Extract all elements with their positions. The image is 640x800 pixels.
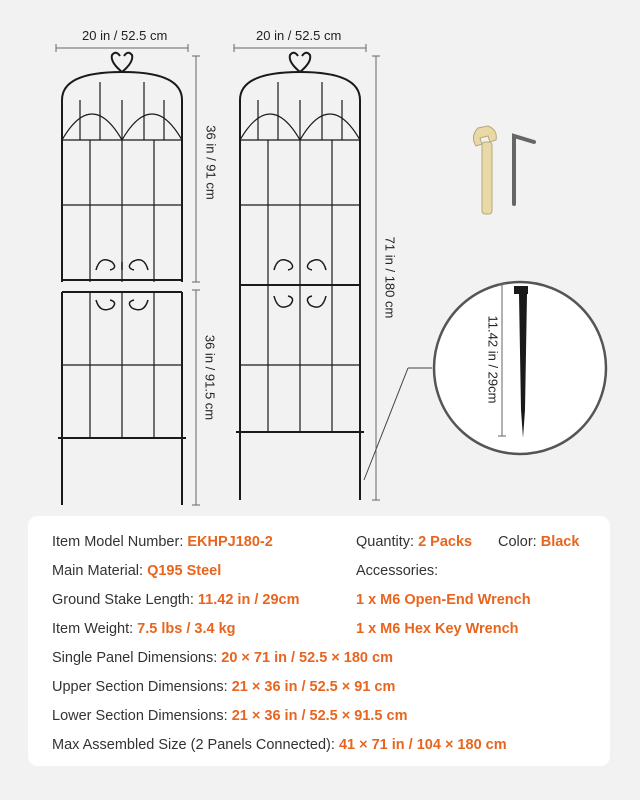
model-number-row xyxy=(52,534,273,550)
single-panel-value: 20 × 71 in / 52.5 × 180 cm xyxy=(221,650,393,666)
open-end-wrench-icon xyxy=(473,126,496,214)
accessories-label: Accessories: xyxy=(356,563,439,579)
lower-section-row xyxy=(52,708,407,724)
stake-length-spec-label: Ground Stake Length: xyxy=(52,592,194,608)
stake-length-label: 11.42 in / 29cm xyxy=(485,315,501,404)
accessory-2-text: 1 x M6 Hex Key Wrench xyxy=(356,621,519,637)
lower-section-value: 21 × 36 in / 52.5 × 91.5 cm xyxy=(231,708,408,724)
trellis-right-panel xyxy=(236,53,364,500)
upper-section-row xyxy=(52,679,395,695)
single-panel-label: Single Panel Dimensions: xyxy=(52,650,218,666)
max-assembled-value: 41 × 71 in / 104 × 180 cm xyxy=(338,737,507,753)
weight-value: 7.5 lbs / 3.4 kg xyxy=(137,621,236,637)
trellis-left-panel xyxy=(58,53,186,505)
upper-section-value: 21 × 36 in / 52.5 × 91 cm xyxy=(231,679,396,695)
hex-key-wrench-icon xyxy=(514,136,534,204)
model-number-value: EKHPJ180-2 xyxy=(187,534,273,550)
color-value: Black xyxy=(540,534,580,550)
single-panel-row xyxy=(52,650,393,666)
upper-section-label: Upper Section Dimensions: xyxy=(52,679,228,695)
model-number-label: Item Model Number: xyxy=(52,534,184,550)
lower-section-label: Lower Section Dimensions: xyxy=(52,708,228,724)
upper-height-label: 36 in / 91 cm xyxy=(203,125,219,200)
total-height-label: 71 in / 180 cm xyxy=(382,236,398,319)
accessory-item-2 xyxy=(356,621,519,637)
weight-row xyxy=(52,621,235,637)
stake-length-spec-value: 11.42 in / 29cm xyxy=(197,592,300,608)
material-value: Q195 Steel xyxy=(147,563,222,579)
quantity-row xyxy=(356,534,472,550)
lower-height-label: 36 in / 91.5 cm xyxy=(202,334,218,421)
weight-label: Item Weight: xyxy=(52,621,134,637)
stake-zoom-callout xyxy=(434,282,606,454)
width-label-right: 20 in / 52.5 cm xyxy=(256,28,342,43)
quantity-value: 2 Packs xyxy=(418,534,473,550)
color-label: Color: xyxy=(498,534,537,550)
quantity-label: Quantity: xyxy=(356,534,415,550)
dimension-lines xyxy=(56,44,432,505)
material-label: Main Material: xyxy=(52,563,144,579)
width-label-left: 20 in / 52.5 cm xyxy=(82,28,168,43)
stake-length-row xyxy=(52,592,300,608)
max-assembled-row xyxy=(52,737,507,753)
specs-card xyxy=(28,516,610,766)
max-assembled-label: Max Assembled Size (2 Panels Connected): xyxy=(52,737,335,753)
accessories-row xyxy=(356,563,438,579)
accessory-item-1 xyxy=(356,592,531,608)
accessory-1-text: 1 x M6 Open-End Wrench xyxy=(356,592,531,608)
material-row xyxy=(52,563,221,579)
color-row xyxy=(498,534,579,550)
